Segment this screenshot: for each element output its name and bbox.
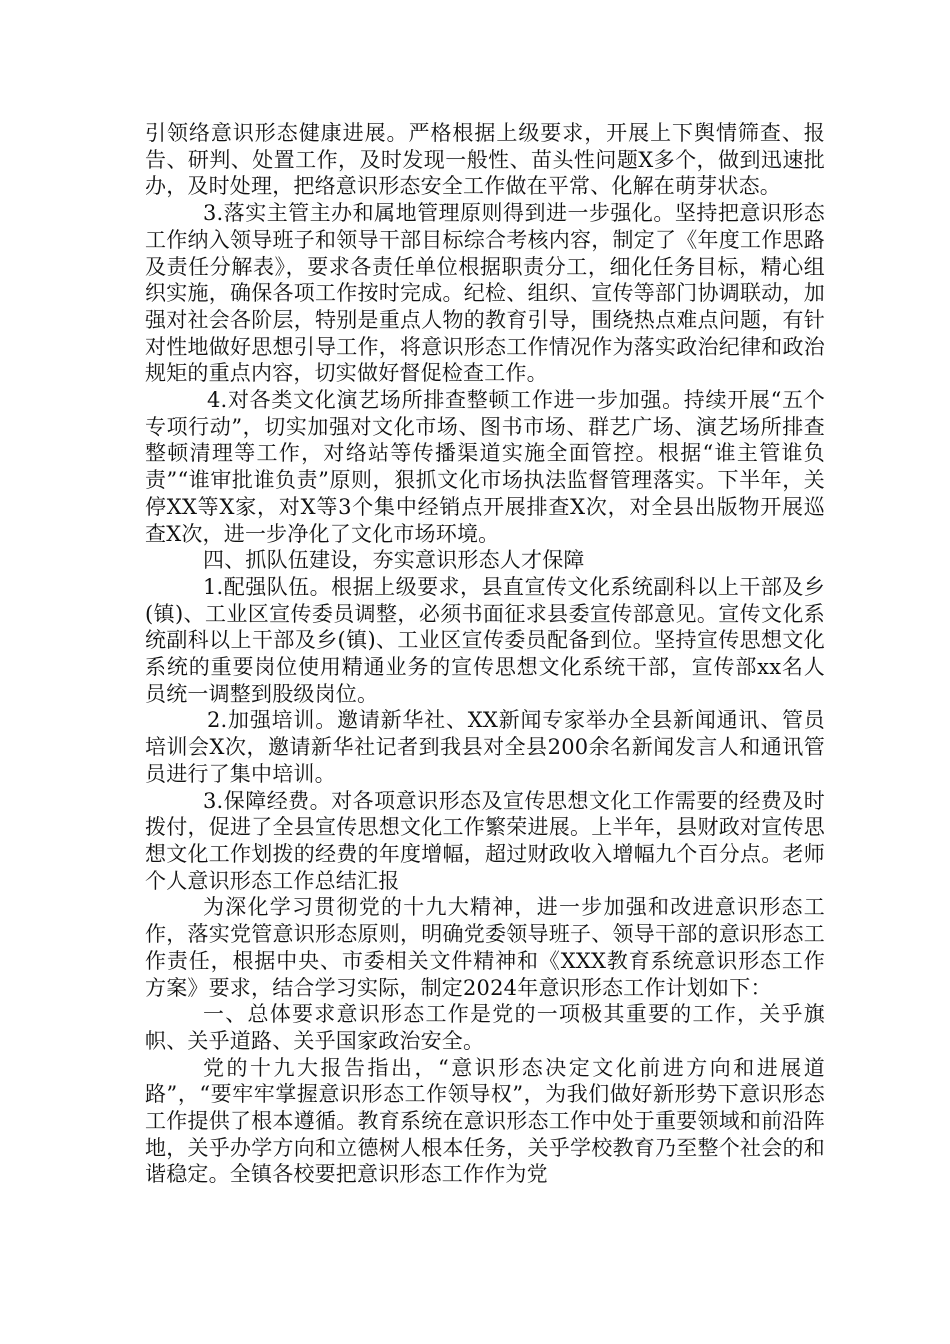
paragraph-item-3: 3.落实主管主办和属地管理原则得到进一步强化。坚持把意识形态工作纳入领导班子和领导干部目标综合考核内容，制定了《年度工作思路及责任分解表》，要求各责任单位根据职责分工，细化任务目标，精心组织实施，确保各项工作按时完成。纪检、组织、宣传等部门协调联动，加强对社会各阶层，特别是重点人物的教育引导，围绕热点难点问题，有针对性地做好思想引导工作，将意识形态工作情况作为落实政治纪律和政治规矩的重点内容，切实做好督促检查工作。 [145, 201, 825, 386]
paragraph-training: 2.加强培训。邀请新华社、XX新闻专家举办全县新闻通讯、管员培训会X次，邀请新华社记者到我县对全县200余名新闻发言人和通讯管员进行了集中培训。 [145, 708, 825, 786]
paragraph-item-4: 4.对各类文化演艺场所排查整顿工作进一步加强。持续开展“五个专项行动”，切实加强对文化市场、图书市场、群艺广场、演艺场所排查整顿清理等工作，对络站等传播渠道实施全面管控。根据“谁主管谁负责”“谁审批谁负责”原则，狠抓文化市场执法监督管理落实。下半年，关停XX等X家，对X等3个集中经销点开展排查X次，对全县出版物开展巡查X次，进一步净化了文化市场环境。 [145, 388, 825, 546]
paragraph-report-quote: 党的十九大报告指出，“意识形态决定文化前进方向和进展道路”，“要牢牢掌握意识形态工作领导权”，为我们做好新形势下意识形态工作提供了根本遵循。教育系统在意识形态工作中处于重要领域和前沿阵地，关乎办学方向和立德树人根本任务，关乎学校教育乃至整个社会的和谐稳定。全镇各校要把意识形态工作作为党 [145, 1055, 825, 1187]
document-body [145, 120, 825, 1188]
paragraph-continuation: 引领络意识形态健康进展。严格根据上级要求，开展上下舆情筛查、报告、研判、处置工作，及时发现一般性、苗头性问题X多个，做到迅速批办，及时处理，把络意识形态安全工作做在平常、化解在萌芽状态。 [145, 121, 825, 199]
paragraph-introduction: 为深化学习贯彻党的十九大精神，进一步加强和改进意识形态工作，落实党管意识形态原则，明确党委领导班子、领导干部的意识形态工作责任，根据中央、市委相关文件精神和《XXX教育系统意识形态工作方案》要求，结合学习实际，制定2024年意识形态工作计划如下： [145, 895, 825, 1000]
paragraph-staffing: 1.配强队伍。根据上级要求，县直宣传文化系统副科以上干部及乡(镇)、工业区宣传委员调整，必须书面征求县委宣传部意见。宣传文化系统副科以上干部及乡(镇)、工业区宣传委员配备到位。坚持宣传思想文化系统的重要岗位使用精通业务的宣传思想文化系统干部，宣传部xx名人员统一调整到股级岗位。 [145, 574, 825, 706]
paragraph-general-requirement: 一、总体要求意识形态工作是党的一项极其重要的工作，关乎旗帜、关乎道路、关乎国家政治安全。 [145, 1002, 825, 1053]
paragraph-funding: 3.保障经费。对各项意识形态及宣传思想文化工作需要的经费及时拨付，促进了全县宣传思想文化工作繁荣进展。上半年，县财政对宣传思想文化工作划拨的经费的年度增幅，超过财政收入增幅九个百分点。老师个人意识形态工作总结汇报 [145, 788, 825, 893]
section-heading-four: 四、抓队伍建设，夯实意识形态人才保障 [203, 548, 585, 573]
